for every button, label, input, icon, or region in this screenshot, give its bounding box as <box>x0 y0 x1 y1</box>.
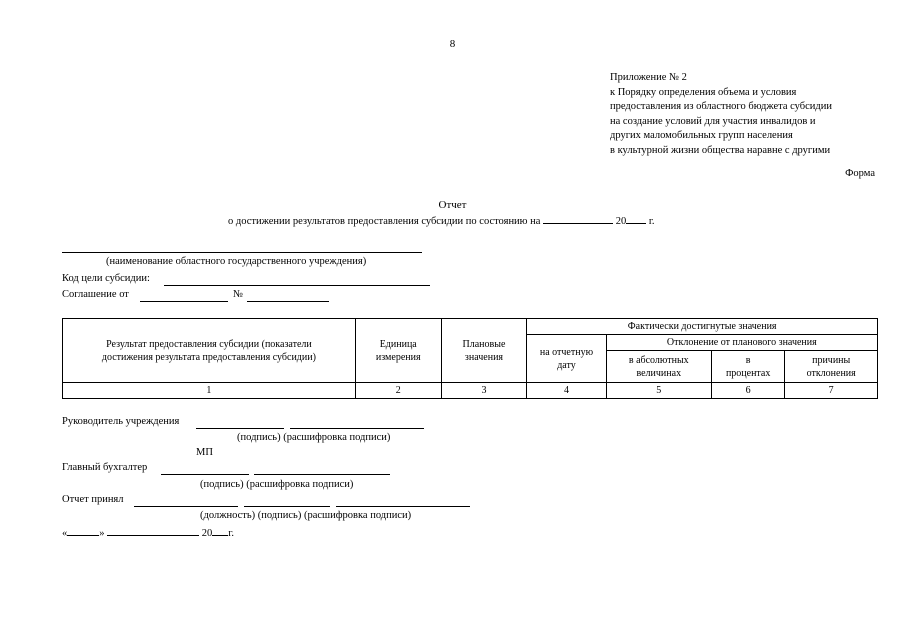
header-deviation: Отклонение от планового значения <box>606 335 877 351</box>
header-result: Результат предоставления субсидии (показатели достижения результата предоставления субсидии) <box>63 319 356 383</box>
head-name-line <box>290 428 424 429</box>
appendix-header <box>610 71 832 158</box>
date-blank <box>543 214 613 224</box>
head-signature-line <box>196 428 284 429</box>
year-blank <box>626 214 646 224</box>
header-reporting-date: на отчетную дату <box>527 335 606 383</box>
accepted-name-line <box>336 506 470 507</box>
date-line <box>62 526 234 539</box>
header-actual: Фактически достигнутые значения <box>527 319 878 335</box>
accountant-name-line <box>254 474 390 475</box>
column-number: 2 <box>355 383 441 399</box>
day-blank <box>67 526 99 536</box>
accepted-position-line <box>134 506 238 507</box>
date-open-quote: « <box>62 528 68 539</box>
report-table <box>62 318 878 399</box>
form-label: Форма <box>845 168 875 179</box>
accepted-signature-line <box>244 506 330 507</box>
subtitle-year: 20 <box>615 216 627 227</box>
appendix-line: на создание условий для участия инвалидов и <box>610 115 816 127</box>
agreement-number-line <box>247 301 329 302</box>
goal-code-line <box>164 285 430 286</box>
column-number: 5 <box>606 383 711 399</box>
accepted-label: Отчет принял <box>62 494 124 505</box>
header-planned: Плановые значения <box>441 319 527 383</box>
goal-code-label: Код цели субсидии: <box>62 273 150 284</box>
header-unit: Единица измерения <box>355 319 441 383</box>
header-absolute: в абсолютных величинах <box>606 351 711 383</box>
appendix-line: предоставления из областного бюджета субсидии <box>610 101 832 112</box>
stamp-label: МП <box>196 447 213 458</box>
date-year-blank <box>212 526 228 536</box>
month-blank <box>107 526 199 536</box>
accountant-signature-line <box>161 474 249 475</box>
appendix-line: других маломобильных групп населения <box>610 130 793 141</box>
column-number: 1 <box>63 383 356 399</box>
document-subtitle <box>228 214 655 227</box>
appendix-line: в культурной жизни общества наравне с другими <box>610 144 831 156</box>
accountant-label: Главный бухгалтер <box>62 462 148 473</box>
document-title: Отчет <box>438 199 467 211</box>
agreement-number-sign: № <box>233 289 244 300</box>
header-percent: в процентах <box>711 351 784 383</box>
column-number: 6 <box>711 383 784 399</box>
column-number: 4 <box>527 383 606 399</box>
column-number: 7 <box>785 383 878 399</box>
accountant-caption: (подпись) (расшифровка подписи) <box>200 479 354 490</box>
header-reasons: причины отклонения <box>785 351 878 383</box>
page-number: 8 <box>449 38 456 50</box>
date-close-quote: » <box>99 528 105 539</box>
subtitle-suffix: г. <box>648 216 655 227</box>
institution-name-line <box>62 252 422 253</box>
appendix-line: Приложение № 2 <box>610 72 687 83</box>
agreement-date-line <box>140 301 228 302</box>
column-number: 3 <box>441 383 527 399</box>
appendix-line: к Порядку определения объема и условия <box>610 86 797 98</box>
date-suffix: г. <box>228 528 234 539</box>
head-label: Руководитель учреждения <box>62 416 180 427</box>
agreement-label: Соглашение от <box>62 289 129 300</box>
date-year: 20 <box>201 528 213 539</box>
accepted-caption: (должность) (подпись) (расшифровка подписи) <box>200 510 412 521</box>
subtitle-text: о достижении результатов предоставления субсидии по состоянию на <box>228 216 541 227</box>
institution-caption: (наименование областного государственного учреждения) <box>106 256 367 267</box>
head-caption: (подпись) (расшифровка подписи) <box>237 432 391 443</box>
